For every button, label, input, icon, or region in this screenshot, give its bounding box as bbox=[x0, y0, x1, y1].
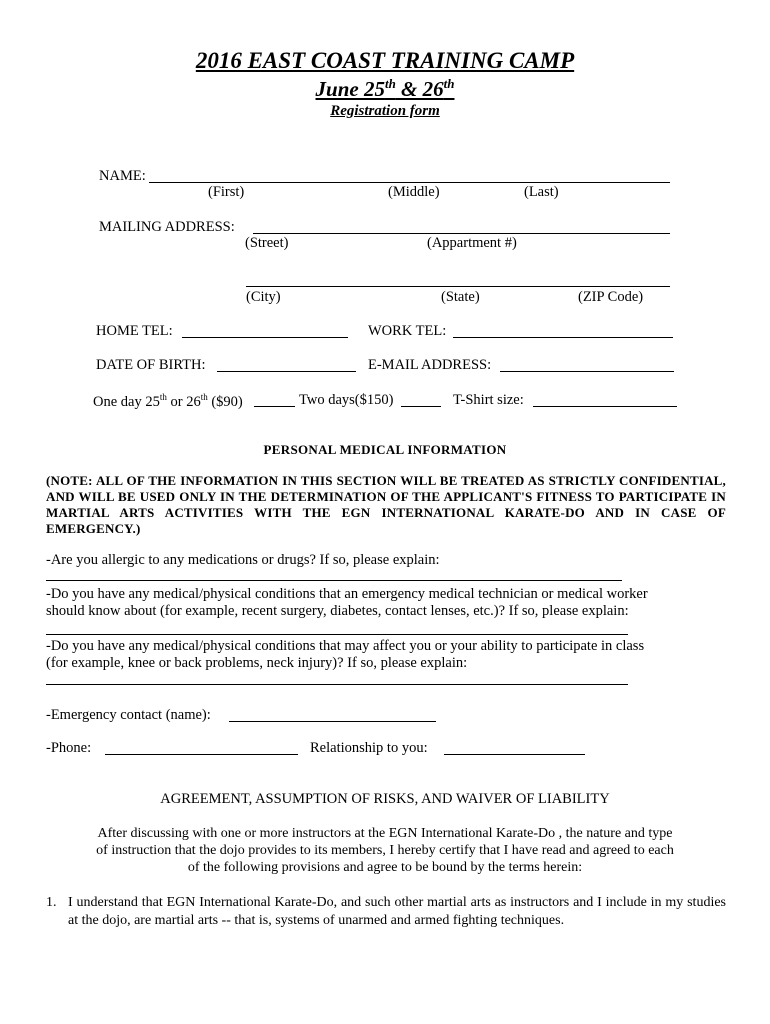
form-subtitle: Registration form bbox=[330, 103, 440, 119]
work-tel-field[interactable] bbox=[453, 337, 673, 338]
dob-field[interactable] bbox=[217, 371, 356, 372]
agreement-heading: AGREEMENT, ASSUMPTION OF RISKS, AND WAIVER OF LIABILITY bbox=[160, 791, 610, 807]
tshirt-field[interactable] bbox=[533, 406, 677, 407]
first-name-hint: (First) bbox=[208, 184, 245, 200]
phone-field[interactable] bbox=[105, 754, 298, 755]
address-label: MAILING ADDRESS: bbox=[99, 219, 235, 235]
name-label: NAME: bbox=[99, 168, 146, 184]
allergy-answer-field[interactable] bbox=[46, 580, 622, 581]
medical-heading: PERSONAL MEDICAL INFORMATION bbox=[263, 442, 507, 457]
work-tel-label: WORK TEL: bbox=[368, 323, 447, 339]
email-label: E-MAIL ADDRESS: bbox=[368, 357, 492, 373]
page-title: 2016 EAST COAST TRAINING CAMP bbox=[195, 48, 575, 73]
agreement-intro-line2: of instruction that the dojo provides to its members, I hereby certify that I have read and agreed to each bbox=[96, 843, 674, 858]
one-day-option: One day 25th or 26th ($90) bbox=[93, 392, 243, 410]
two-days-field[interactable] bbox=[401, 406, 441, 407]
home-tel-label: HOME TEL: bbox=[96, 323, 173, 339]
last-name-hint: (Last) bbox=[524, 184, 559, 200]
tshirt-label: T-Shirt size: bbox=[453, 392, 524, 408]
relationship-field[interactable] bbox=[444, 754, 585, 755]
ability-question-line1: -Do you have any medical/physical conditions that may affect you or your ability to participate in class bbox=[46, 638, 645, 654]
conditions-answer-field[interactable] bbox=[46, 634, 628, 635]
ability-question-line2: (for example, knee or back problems, neck injury)? If so, please explain: bbox=[46, 655, 468, 671]
home-tel-field[interactable] bbox=[182, 337, 348, 338]
street-hint: (Street) bbox=[245, 235, 289, 251]
zip-hint: (ZIP Code) bbox=[578, 289, 644, 305]
confidential-note: (NOTE: ALL OF THE INFORMATION IN THIS SECTION WILL BE TREATED AS STRICTLY CONFIDENTIAL, AND WILL BE USED ONLY IN THE DETERMINATION OF THE APPLICANT'S FITNESS TO PARTICIPATE IN MARTIAL ARTS ACTIVITIES WITH THE EGN INTERNATIONAL KARATE-DO AND IN CASE OF EMERGENCY.) bbox=[46, 473, 726, 536]
one-day-field[interactable] bbox=[254, 406, 295, 407]
city-state-zip-field[interactable] bbox=[246, 286, 670, 287]
conditions-question-line2: should know about (for example, recent surgery, diabetes, contact lenses, etc.)? If so, please explain: bbox=[46, 603, 629, 619]
agreement-intro-line1: After discussing with one or more instructors at the EGN International Karate-Do , the nature and type bbox=[97, 826, 673, 841]
middle-name-hint: (Middle) bbox=[388, 184, 440, 200]
street-field[interactable] bbox=[253, 233, 670, 234]
phone-label: -Phone: bbox=[46, 740, 92, 756]
name-field[interactable] bbox=[149, 182, 670, 183]
item-1-text: I understand that EGN International Karate-Do, and such other martial arts as instructors and I include in my studies at the dojo, are martial arts -- that is, systems of unarmed and armed fighting techniques. bbox=[68, 895, 726, 928]
allergy-question: -Are you allergic to any medications or drugs? If so, please explain: bbox=[46, 552, 440, 568]
item-1-number: 1. bbox=[46, 895, 57, 910]
state-hint: (State) bbox=[441, 289, 480, 305]
emergency-contact-label: -Emergency contact (name): bbox=[46, 707, 211, 723]
event-dates: June 25th & 26th bbox=[315, 76, 455, 101]
relationship-label: Relationship to you: bbox=[310, 740, 428, 756]
two-days-option: Two days($150) bbox=[299, 392, 394, 408]
ability-answer-field[interactable] bbox=[46, 684, 628, 685]
agreement-intro-line3: of the following provisions and agree to be bound by the terms herein: bbox=[187, 860, 583, 875]
city-hint: (City) bbox=[246, 289, 281, 305]
emergency-contact-field[interactable] bbox=[229, 721, 436, 722]
email-field[interactable] bbox=[500, 371, 674, 372]
dob-label: DATE OF BIRTH: bbox=[96, 357, 206, 373]
conditions-question-line1: -Do you have any medical/physical conditions that an emergency medical technician or medical worker bbox=[46, 586, 648, 602]
apartment-hint: (Appartment #) bbox=[427, 235, 517, 251]
